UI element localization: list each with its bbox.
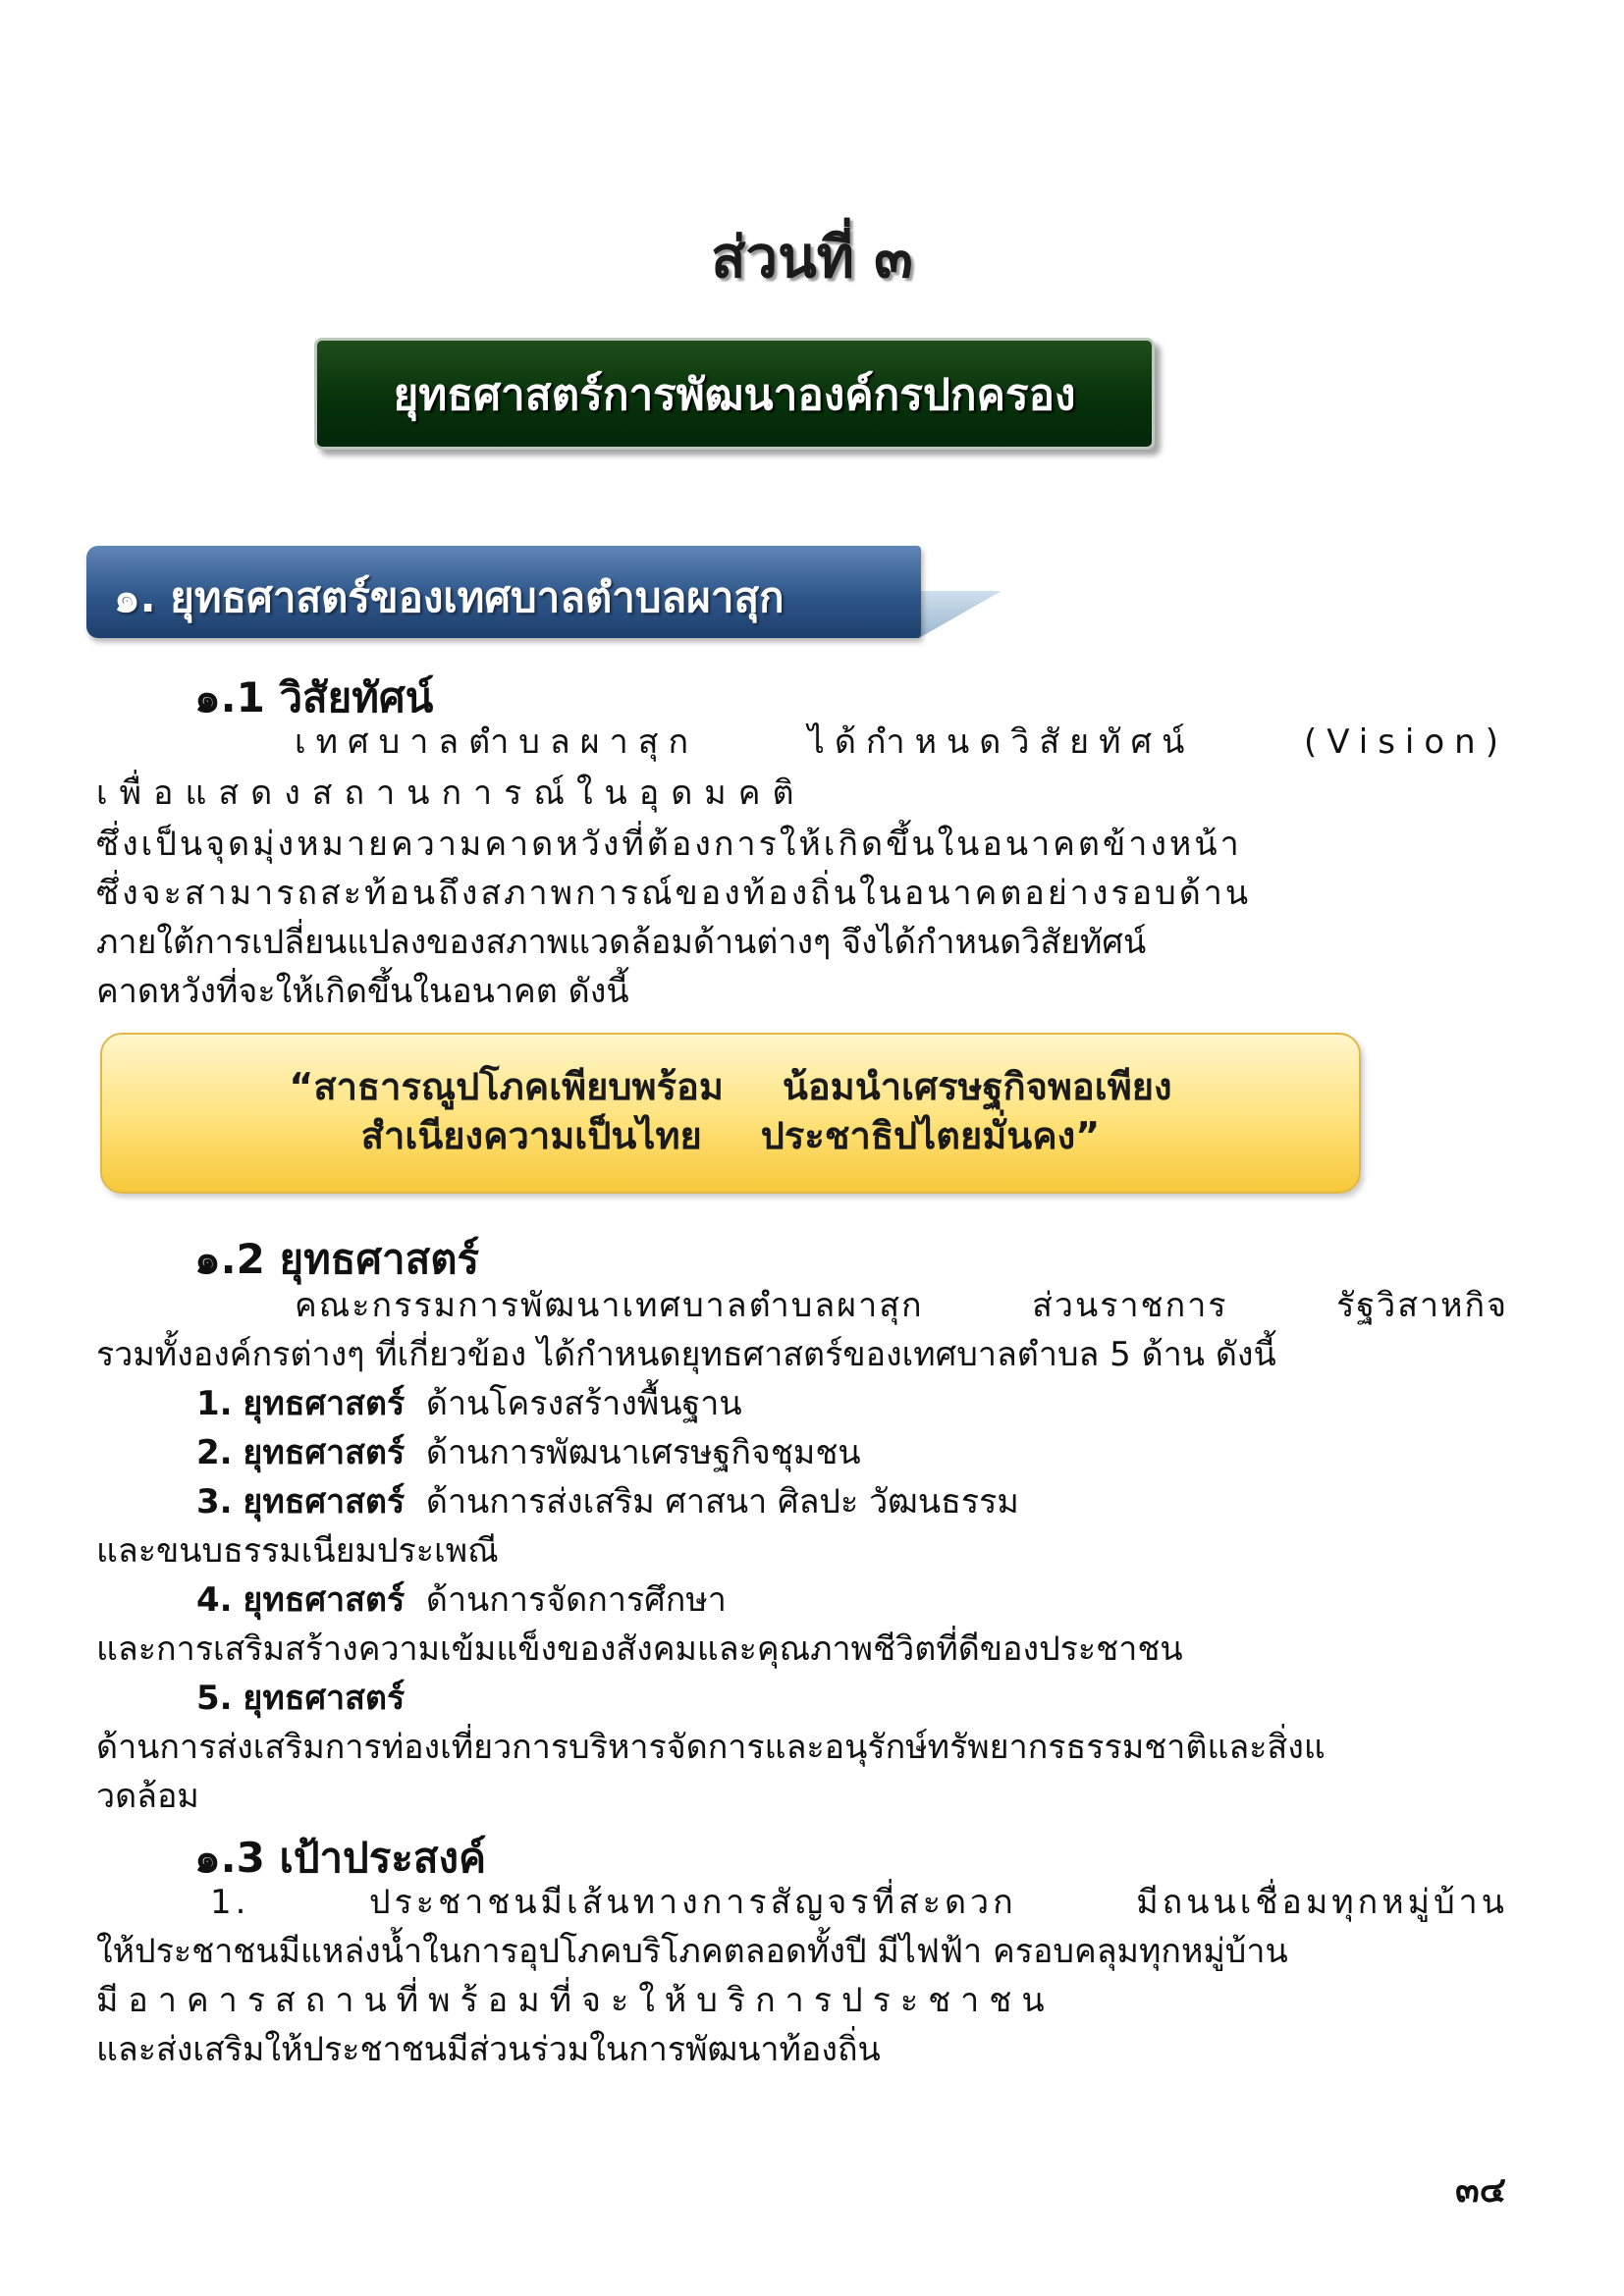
goal-paragraph-line: และส่งเสริมให้ประชาชนมีส่วนร่วมในการพัฒนาท้องถิ่น <box>96 2030 881 2069</box>
section-banner <box>86 546 921 638</box>
strategy-item: 1. ยุทธศาสตร์ ด้านโครงสร้างพื้นฐาน <box>196 1384 742 1423</box>
strategy-item: 3. ยุทธศาสตร์ ด้านการส่งเสริม ศาสนา ศิลปะ วัฒนธรรม <box>196 1482 1019 1522</box>
vision-statement-part: สำเนียงความเป็นไทย <box>360 1114 702 1157</box>
vision-statement-box <box>100 1033 1361 1194</box>
section-banner-text: ๑. ยุทธศาสตร์ของเทศบาลตำบลผาสุก <box>114 573 785 621</box>
strategy-item: 5. ยุทธศาสตร์ <box>196 1679 406 1718</box>
strategy-item: 2. ยุทธศาสตร์ ด้านการพัฒนาเศรษฐกิจชุมชน <box>196 1433 861 1472</box>
page-number: ๓๔ <box>1455 2170 1506 2211</box>
vision-statement-part: ประชาธิปไตยมั่นคง” <box>760 1114 1101 1157</box>
strategy-item: 4. ยุทธศาสตร์ ด้านการจัดการศึกษา <box>196 1580 727 1620</box>
vision-paragraph-line: ภายใต้การเปลี่ยนแปลงของสภาพแวดล้อมด้านต่างๆ จึงได้กำหนดวิสัยทัศน์ <box>96 923 1147 962</box>
vision-heading: ๑.1 วิสัยทัศน์ <box>194 673 434 721</box>
part-title: ส่วนที่ ๓ <box>711 224 913 291</box>
vision-statement-line <box>102 1105 1359 1165</box>
goal-paragraph-line: ให้ประชาชนมีแหล่งน้ำในการอุปโภคบริโภคตลอดทั้งปี มีไฟฟ้า ครอบคลุมทุกหมู่บ้าน <box>96 1932 1288 1971</box>
strategy-item-continuation: วดล้อม <box>96 1777 199 1816</box>
strategy-paragraph-line: คณะกรรมการพัฒนาเทศบาลตำบลผาสุก ส่วนราชการ รัฐวิสาหกิจ <box>295 1286 1508 1325</box>
strategy-heading: ๑.2 ยุทธศาสตร์ <box>194 1235 480 1283</box>
vision-paragraph-line: ซึ่งเป็นจุดมุ่งหมายความคาดหวังที่ต้องการให้เกิดขึ้นในอนาคตข้างหน้า <box>96 825 1242 864</box>
chapter-title-banner <box>314 338 1155 450</box>
strategy-item-continuation: และขนบธรรมเนียมประเพณี <box>96 1531 499 1571</box>
strategy-item-continuation: ด้านการส่งเสริมการท่องเที่ยวการบริหารจัดการและอนุรักษ์ทรัพยากรธรรมชาติและสิ่งแ <box>96 1728 1326 1767</box>
vision-statement-part: “สาธารณูปโภคเพียบพร้อม <box>289 1065 724 1108</box>
strategy-paragraph-line: รวมทั้งองค์กรต่างๆ ที่เกี่ยวข้อง ได้กำหนดยุทธศาสตร์ของเทศบาลตำบล 5 ด้าน ดังนี้ <box>96 1335 1276 1374</box>
chapter-title-text: ยุทธศาสตร์การพัฒนาองค์กรปกครอง <box>393 370 1076 420</box>
goal-heading: ๑.3 เป้าประสงค์ <box>194 1834 487 1882</box>
goal-paragraph-line: 1. ประชาชนมีเส้นทางการสัญจรที่สะดวก มีถนนเชื่อมทุกหมู่บ้าน <box>210 1883 1508 1922</box>
vision-statement-part: น้อมนำเศรษฐกิจพอเพียง <box>782 1065 1172 1108</box>
goal-paragraph-line: มีอาคารสถานที่พร้อมที่จะให้บริการประชาชน <box>96 1981 1055 2020</box>
strategy-item-continuation: และการเสริมสร้างความเข้มแข็งของสังคมและคุณภาพชีวิตที่ดีของประชาชน <box>96 1629 1183 1669</box>
vision-paragraph-line: ซึ่งจะสามารถสะท้อนถึงสภาพการณ์ของท้องถิ่นในอนาคตอย่างรอบด้าน <box>96 874 1252 913</box>
vision-paragraph-line: เทศบาลตำบลผาสุก ได้กำหนดวิสัยทัศน์ (Vision) <box>295 722 1508 762</box>
vision-paragraph-line: คาดหวังที่จะให้เกิดขึ้นในอนาคต ดังนี้ <box>96 972 629 1011</box>
vision-paragraph-line: เพื่อแสดงสถานการณ์ในอุดมคติ <box>96 774 806 813</box>
